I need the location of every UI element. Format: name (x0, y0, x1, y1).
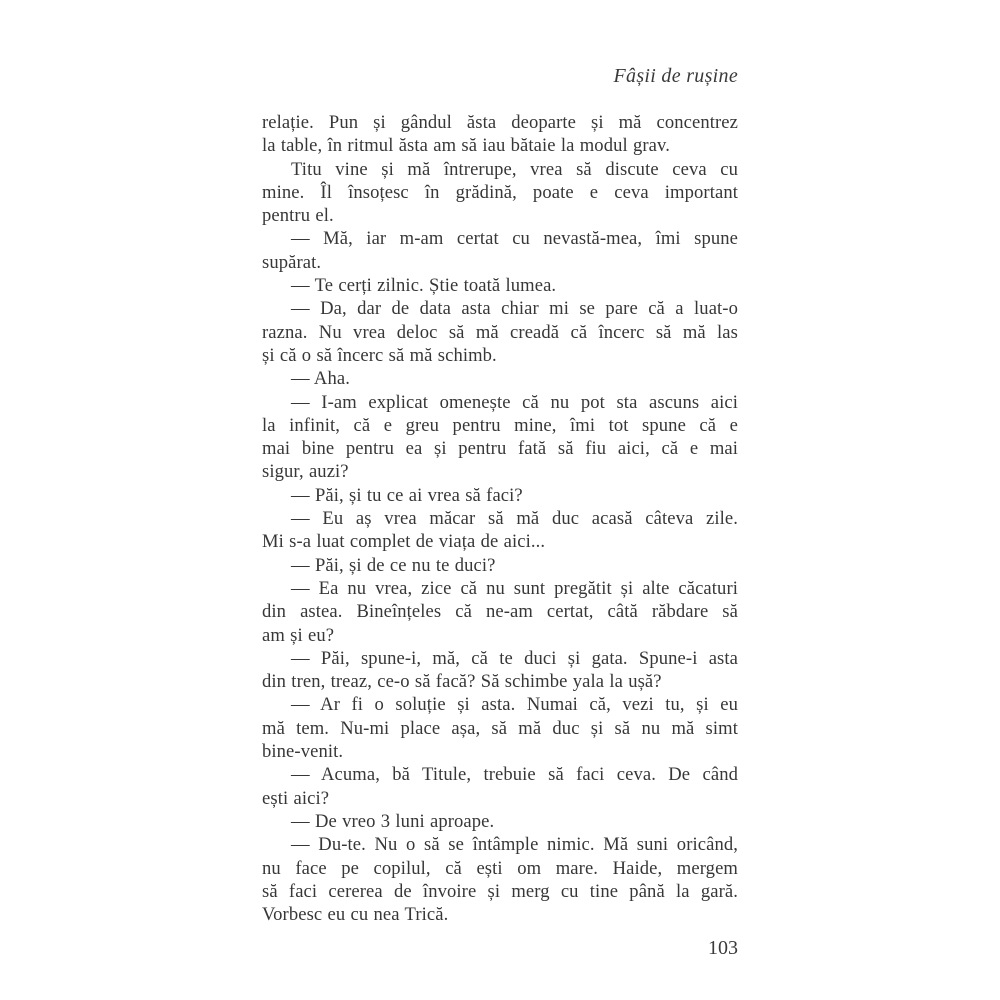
text-line: — Păi, și de ce nu te duci? (291, 554, 496, 576)
text-line: — Aha. (291, 368, 350, 390)
text-line: — Eu aș vrea măcar să mă duc acasă câteva zile. (291, 508, 738, 530)
text-line: — Mă, iar m-am certat cu nevastă-mea, îmi spune (291, 228, 738, 250)
text-line: — Ar fi o soluție și asta. Numai că, vezi tu, și eu (291, 694, 738, 716)
text-line: — De vreo 3 luni aproape. (291, 810, 495, 832)
text-line: la infinit, că e greu pentru mine, îmi tot spune că e (262, 414, 738, 436)
text-line: — Păi, spune-i, mă, că te duci și gata. Spune-i asta (291, 647, 738, 669)
text-line: Vorbesc eu cu nea Trică. (262, 904, 449, 926)
text-line: supărat. (262, 251, 322, 273)
text-line: Titu vine și mă întrerupe, vrea să discute ceva cu (291, 158, 738, 180)
page-number: 103 (708, 937, 738, 959)
text-line: — Te cerți zilnic. Știe toată lumea. (291, 275, 557, 297)
text-line: mine. Îl însoțesc în grădină, poate e ceva important (262, 181, 738, 203)
text-line: nu face pe copilul, că ești om mare. Haide, mergem (262, 857, 738, 879)
text-line: să faci cererea de învoire și merg cu tine până la gară. (262, 880, 738, 902)
text-line: și că o să încerc să mă schimb. (262, 344, 497, 366)
text-line: Mi s-a luat complet de viața de aici... (262, 531, 546, 553)
running-head: Fâșii de rușine (613, 65, 738, 87)
text-line: sigur, auzi? (262, 461, 349, 483)
text-line: — Da, dar de data asta chiar mi se pare că a luat-o (291, 298, 738, 320)
text-line: pentru el. (262, 205, 334, 227)
text-line: — Ea nu vrea, zice că nu sunt pregătit și alte căcaturi (291, 577, 738, 599)
text-line: din astea. Bineînțeles că ne-am certat, câtă răbdare să (262, 601, 738, 623)
text-line: — Du-te. Nu o să se întâmple nimic. Mă suni oricând, (291, 834, 738, 856)
text-block (262, 111, 738, 926)
text-line: razna. Nu vrea deloc să mă creadă că încerc să mă las (262, 321, 738, 343)
text-line: mă tem. Nu-mi place așa, să mă duc și să nu mă simt (262, 717, 738, 739)
text-line: — Acuma, bă Titule, trebuie să faci ceva. De când (291, 764, 738, 786)
text-line: la table, în ritmul ăsta am să iau bătaie la modul grav. (262, 135, 670, 157)
text-line: am și eu? (262, 624, 335, 646)
text-line: din tren, treaz, ce-o să facă? Să schimbe yala la ușă? (262, 671, 662, 693)
text-line: mai bine pentru ea și pentru fată să fiu aici, că e mai (262, 438, 738, 460)
text-line: ești aici? (262, 787, 330, 809)
text-line: relație. Pun și gândul ăsta deoparte și mă concentrez (262, 112, 738, 133)
text-line: — I-am explicat omenește că nu pot sta ascuns aici (291, 391, 738, 413)
text-line: bine-venit. (262, 741, 344, 763)
text-line: — Păi, și tu ce ai vrea să faci? (291, 484, 523, 506)
